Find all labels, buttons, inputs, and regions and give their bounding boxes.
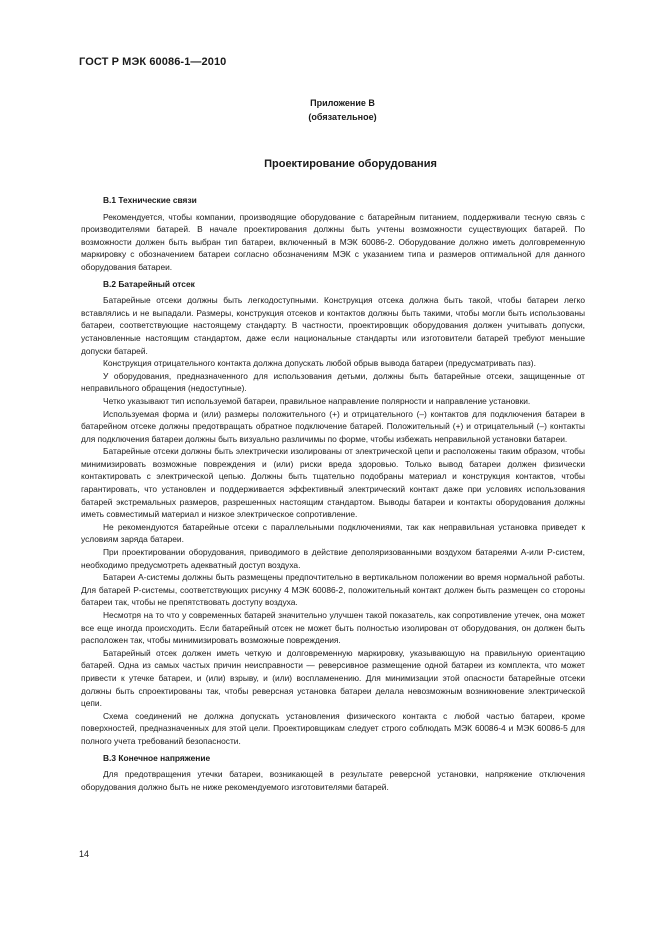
section-heading: В.3 Конечное напряжение <box>103 752 211 763</box>
paragraph: У оборудования, предназначенного для использования детьми, должны быть батарейные отсеки, защищенные от неправильного обращения (недоступные). <box>81 370 585 394</box>
paragraph: Схема соединений не должна допускать установления физического контакта с любой частью батареи, кроме поверхностей, предназначенных для этой цели. Проектировщикам следует строго соблюдать МЭК 60086-4 и МЭК 60086-5 для полного учета требований безопасности. <box>81 710 585 746</box>
paragraph: Батарейные отсеки должны быть легкодоступными. Конструкция отсека должна быть такой, чтобы батареи легко вставлялись и не выпадали. Размеры, конструкция отсеков и контактов должны быть такими, чтобы могли быть использованы батареи, соответствующие настоящему стандарту. В частности, проектировщик оборудования должен учитывать допуски, установленные настоящим стандартом, даже если национальные стандарты или изготовители батарей требуют меньшие допуски батарей. <box>81 295 585 356</box>
paragraph: Несмотря на то что у современных батарей значительно улучшен такой показатель, как сопротивление утечек, она может все еще иногда происходить. Если батарейный отсек не может быть полностью изолирован от оборудования, он должен быть расположен так, чтобы минимизировать возможные повреждения. <box>81 610 585 646</box>
paragraph: Конструкция отрицательного контакта должна допускать любой обрыв вывода батареи (предусматривать паз). <box>103 358 536 369</box>
paragraph: Четко указывают тип используемой батареи, правильное направление полярности и направление установки. <box>103 395 531 406</box>
paragraph: Батарейный отсек должен иметь четкую и долговременную маркировку, указывающую на правильную ориентацию батарей. Одна из самых частых причин неисправности — реверсивное размещение одной батареи из комплекта, что может привести к утечке батареи, и (или) взрыву, и (или) воспламенению. Для минимизации этой опасности батарейные отсеки должны быть спроектированы так, чтобы реверсная установка батареи делала невозможным возникновение электрической цепи. <box>81 647 585 709</box>
page-title: Проектирование оборудования <box>264 158 437 170</box>
annex-status: (обязательное) <box>308 112 377 122</box>
paragraph: Рекомендуется, чтобы компании, производящие оборудование с батарейным питанием, поддерживали тесную связь с производителями батарей. В начале проектирования должны быть учтены возможности существующих батарей. По возможности должен быть выбран тип батареи, включенный в МЭК 60086-2. Оборудование должно иметь долговременную маркировку с обозначением батареи согласно обозначениям МЭК с указанием типа и размеров оптимальной для данного оборудования батареи. <box>81 211 585 272</box>
paragraph: Батарейные отсеки должны быть электрически изолированы от электрической цепи и расположены таким образом, чтобы минимизировать возможные повреждения и (или) риски вреда здоровью. Только вывод батареи должен физически контактировать с электрической цепью. Должны быть тщательно подобраны материал и конструкция контактов, чтобы гарантировать, что установлен и поддерживается эффективный электрический контакт даже при условиях использования батарей экстремальных размеров, разрешенных настоящим стандартом. Выводы батареи и контакты оборудования должны иметь совместимый материал и низкое электрическое сопротивление. <box>81 446 585 520</box>
standard-header: ГОСТ Р МЭК 60086-1—2010 <box>79 56 227 68</box>
paragraph: Для предотвращения утечки батареи, возникающей в результате реверсной установки, напряжение отключения оборудования должно быть не ниже рекомендуемого изготовителями батарей. <box>81 769 585 792</box>
paragraph: Используемая форма и (или) размеры положительного (+) и отрицательного (–) контактов для подключения батареи в батарейном отсеке должны предотвращать обратное подключение батарей. Положительный (+) и отрицательный (–) контакты для подключения батареи должны быть визуально различимы по форме, чтобы избежать неправильной установки батареи. <box>81 408 585 444</box>
paragraph: Не рекомендуются батарейные отсеки с параллельными подключениями, так как неправильная установка приведет к условиям заряда батареи. <box>81 521 585 545</box>
document-body <box>81 194 585 793</box>
annex-title: Приложение В <box>310 98 375 108</box>
paragraph: При проектировании оборудования, приводимого в действие деполяризованными воздухом батареями А-или Р-систем, необходимо предусмотреть адекватный доступ воздуха. <box>81 547 585 570</box>
paragraph: Батареи А-системы должны быть размещены предпочтительно в вертикальном положении во время нормальной работы. Для батарей Р-системы, соответствующих рисунку 4 МЭК 60086-2, положительный контакт должен быть размещен со стороны батареи так, чтобы не препятствовать доступу воздуха. <box>81 572 585 608</box>
page-number: 14 <box>79 849 90 859</box>
annex-block <box>0 96 661 124</box>
section-heading: В.2 Батарейный отсек <box>103 278 195 289</box>
section-heading: В.1 Технические связи <box>103 195 197 205</box>
